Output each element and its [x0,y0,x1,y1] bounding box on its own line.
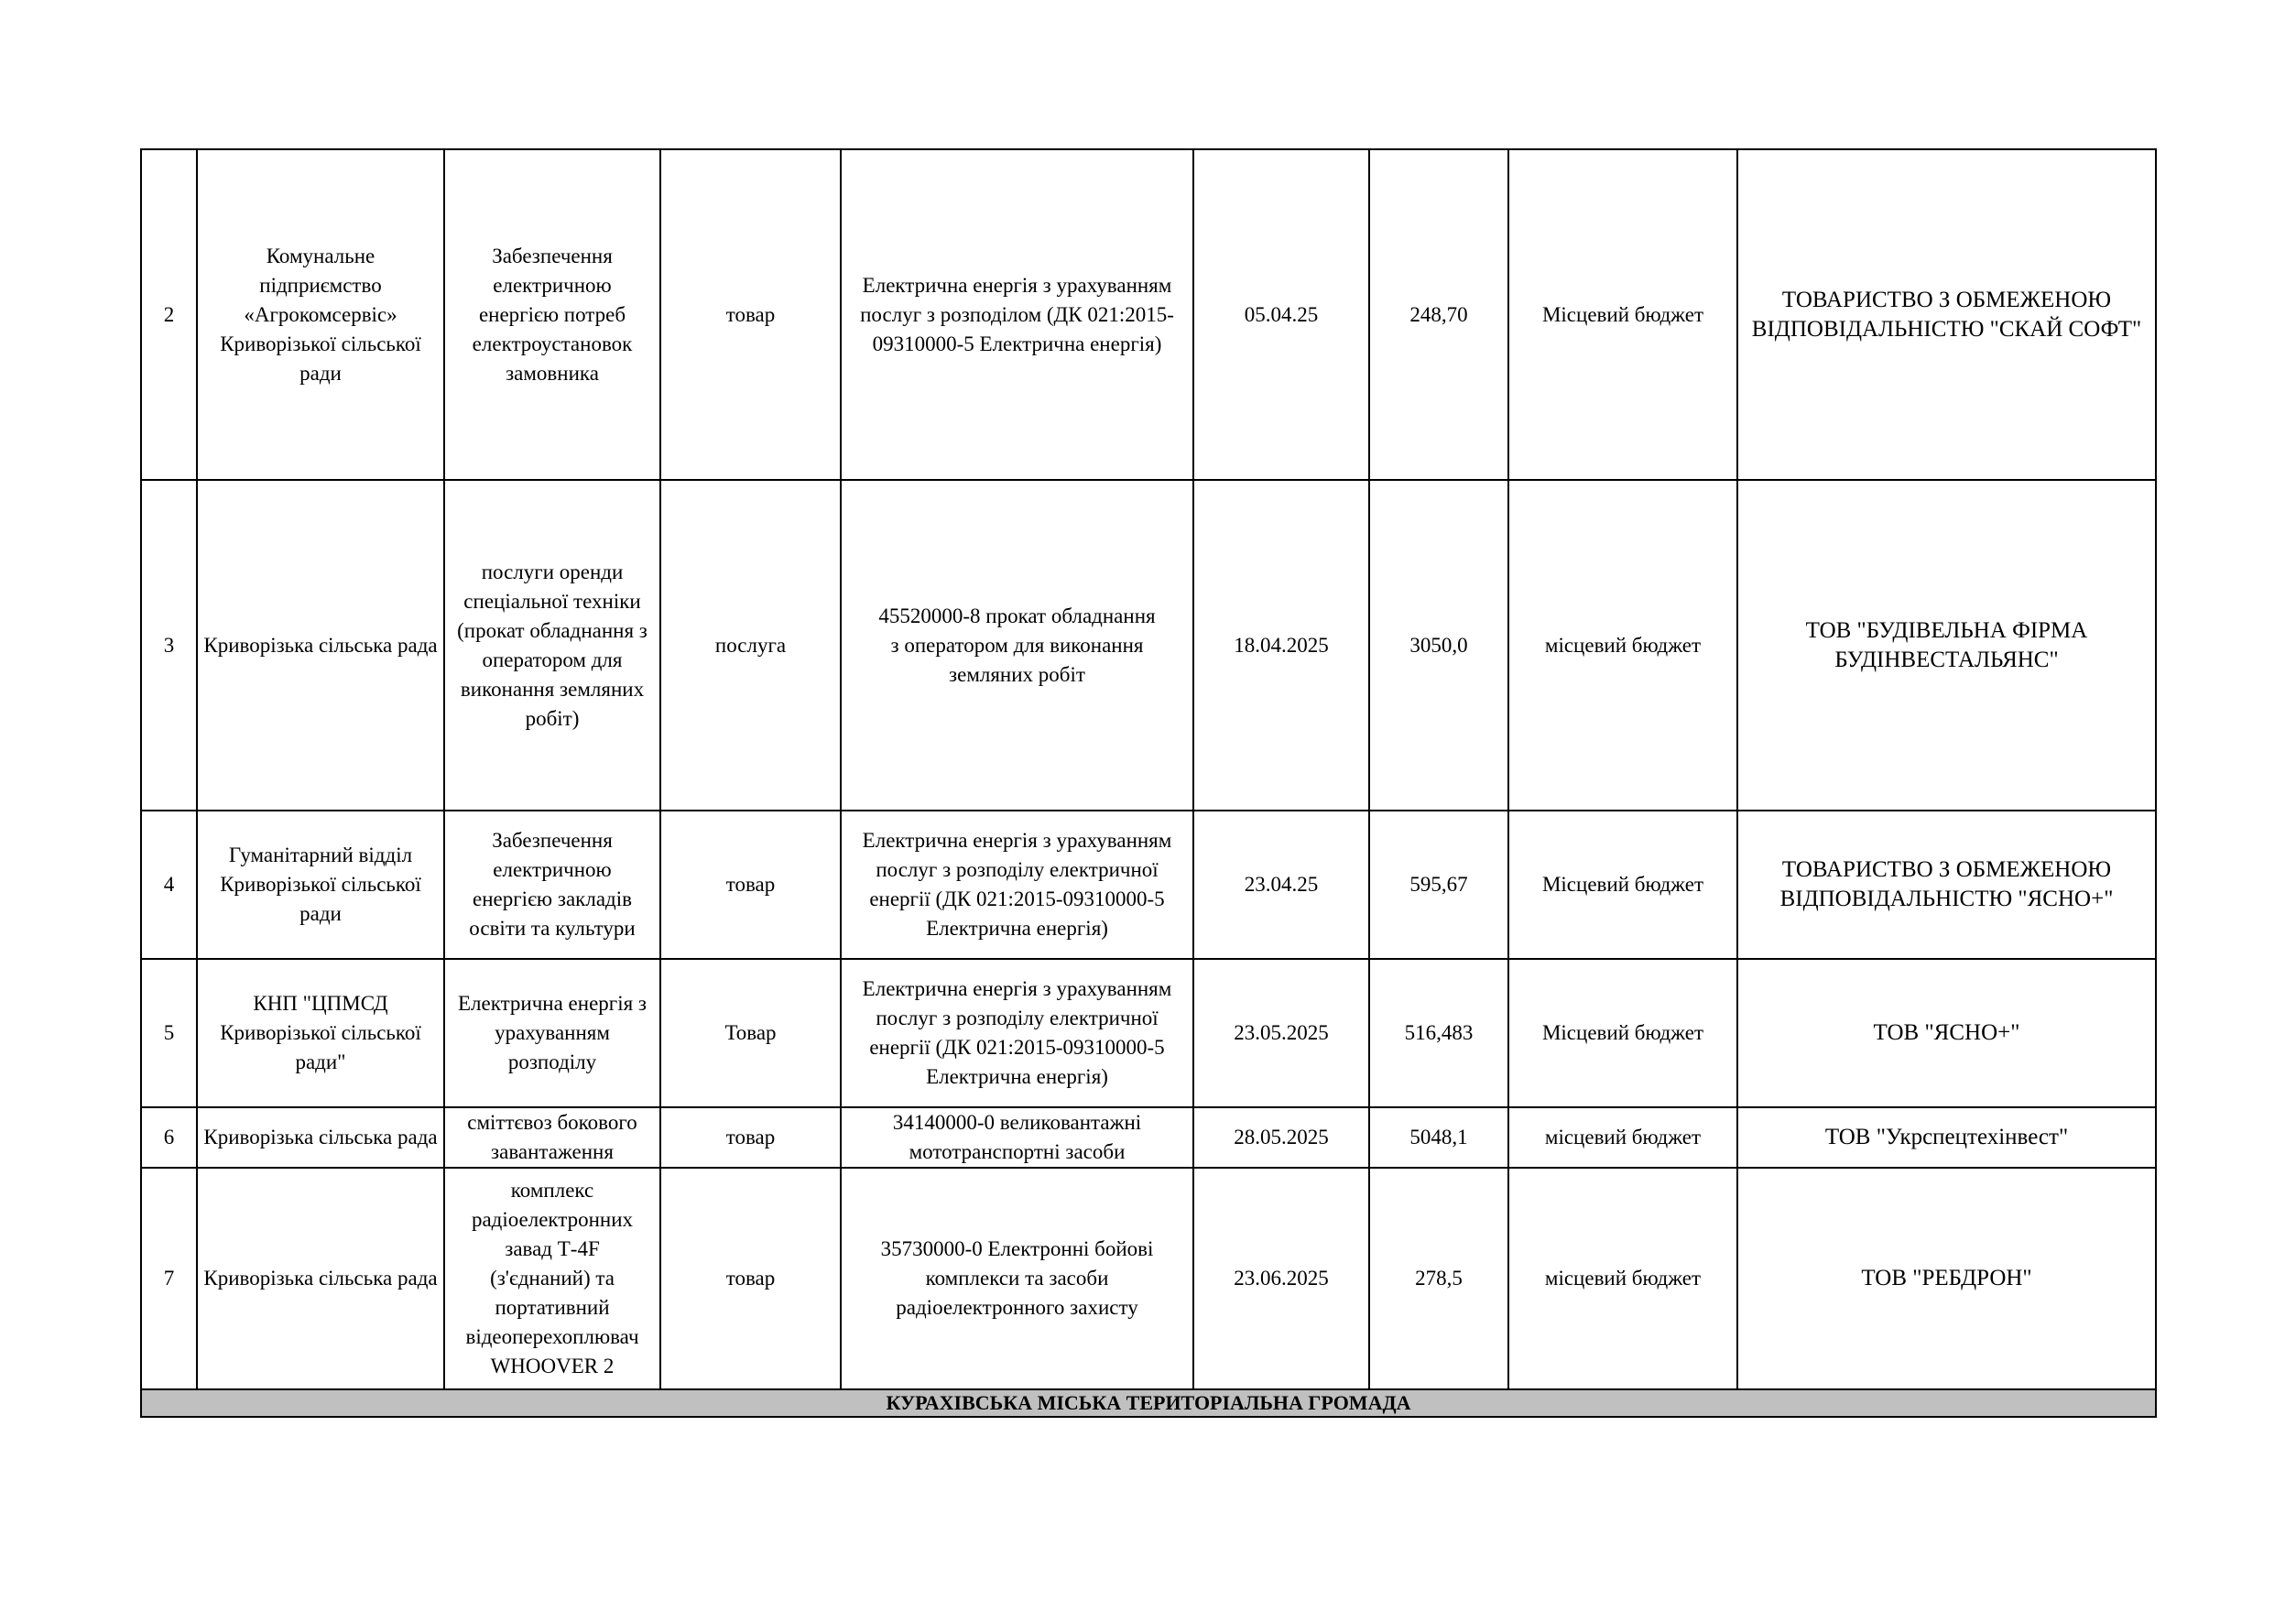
table-row [141,811,2156,959]
supplier-cell: ТОВ "Укрспецтехінвест" [1737,1107,2156,1168]
table-row [141,959,2156,1107]
table-row [141,149,2156,480]
date-cell: 23.06.2025 [1193,1168,1369,1389]
type-cell: товар [660,1168,841,1389]
type-cell: товар [660,149,841,480]
type-cell: Товар [660,959,841,1107]
funding-source-cell: місцевий бюджет [1508,480,1737,811]
row-number: 7 [141,1168,197,1389]
row-number: 2 [141,149,197,480]
date-cell: 23.04.25 [1193,811,1369,959]
type-cell: послуга [660,480,841,811]
date-cell: 28.05.2025 [1193,1107,1369,1168]
procurement-table [140,148,2157,1418]
supplier-cell: ТОВ "ЯСНО+" [1737,959,2156,1107]
customer-cell: Криворізька сільська рада [197,1168,444,1389]
funding-source-cell: Місцевий бюджет [1508,811,1737,959]
row-number: 3 [141,480,197,811]
cpv-cell: 34140000-0 великовантажні мототранспортні засоби [841,1107,1193,1168]
table-row [141,1107,2156,1168]
row-number: 6 [141,1107,197,1168]
funding-source-cell: Місцевий бюджет [1508,149,1737,480]
amount-cell: 595,67 [1369,811,1508,959]
amount-cell: 5048,1 [1369,1107,1508,1168]
supplier-cell: ТОВ "РЕБДРОН" [1737,1168,2156,1389]
amount-cell: 516,483 [1369,959,1508,1107]
cpv-cell: 35730000-0 Електронні бойові комплекси та засоби радіоелектронного захисту [841,1168,1193,1389]
funding-source-cell: місцевий бюджет [1508,1168,1737,1389]
customer-cell: Гуманітарний відділ Криворізької сільської ради [197,811,444,959]
cpv-cell: Електрична енергія з урахуванням послуг з розподілу електричної енергії (ДК 021:2015-09310000-5 Електрична енергія) [841,811,1193,959]
supplier-cell: ТОВАРИСТВО З ОБМЕЖЕНОЮ ВІДПОВІДАЛЬНІСТЮ "ЯСНО+" [1737,811,2156,959]
funding-source-cell: місцевий бюджет [1508,1107,1737,1168]
subject-cell: Забезпечення електричною енергією потреб електроустановок замовника [444,149,660,480]
amount-cell: 3050,0 [1369,480,1508,811]
section-footer-row [141,1389,2156,1417]
date-cell: 18.04.2025 [1193,480,1369,811]
supplier-cell: ТОВАРИСТВО З ОБМЕЖЕНОЮ ВІДПОВІДАЛЬНІСТЮ "СКАЙ СОФТ" [1737,149,2156,480]
cpv-cell: Електрична енергія з урахуванням послуг з розподілом (ДК 021:2015-09310000-5 Електрична енергія) [841,149,1193,480]
type-cell: товар [660,1107,841,1168]
customer-cell: Криворізька сільська рада [197,480,444,811]
row-number: 5 [141,959,197,1107]
amount-cell: 248,70 [1369,149,1508,480]
subject-cell: сміттєвоз бокового завантаження [444,1107,660,1168]
table-row [141,1168,2156,1389]
subject-cell: Електрична енергія з урахуванням розподілу [444,959,660,1107]
customer-cell: Криворізька сільська рада [197,1107,444,1168]
funding-source-cell: Місцевий бюджет [1508,959,1737,1107]
customer-cell: Комунальне підприємство «Агрокомсервіс» Криворізької сільської ради [197,149,444,480]
subject-cell: послуги оренди спеціальної техніки (прокат обладнання з оператором для виконання земляних робіт) [444,480,660,811]
subject-cell: Забезпечення електричною енергією закладів освіти та культури [444,811,660,959]
date-cell: 23.05.2025 [1193,959,1369,1107]
table-row [141,480,2156,811]
cpv-cell: Електрична енергія з урахуванням послуг з розподілу електричної енергії (ДК 021:2015-09310000-5 Електрична енергія) [841,959,1193,1107]
subject-cell: комплекс радіоелектронних завад Т-4F (з'єднаний) та портативний відеоперехоплювач WHOOVER 2 [444,1168,660,1389]
row-number: 4 [141,811,197,959]
type-cell: товар [660,811,841,959]
amount-cell: 278,5 [1369,1168,1508,1389]
section-footer: КУРАХІВСЬКА МІСЬКА ТЕРИТОРІАЛЬНА ГРОМАДА [141,1389,2156,1417]
customer-cell: КНП "ЦПМСД Криворізької сільської ради" [197,959,444,1107]
supplier-cell: ТОВ "БУДІВЕЛЬНА ФІРМА БУДІНВЕСТАЛЬЯНС" [1737,480,2156,811]
date-cell: 05.04.25 [1193,149,1369,480]
cpv-cell: 45520000-8 прокат обладнання з оператором для виконання земляних робіт [841,480,1193,811]
